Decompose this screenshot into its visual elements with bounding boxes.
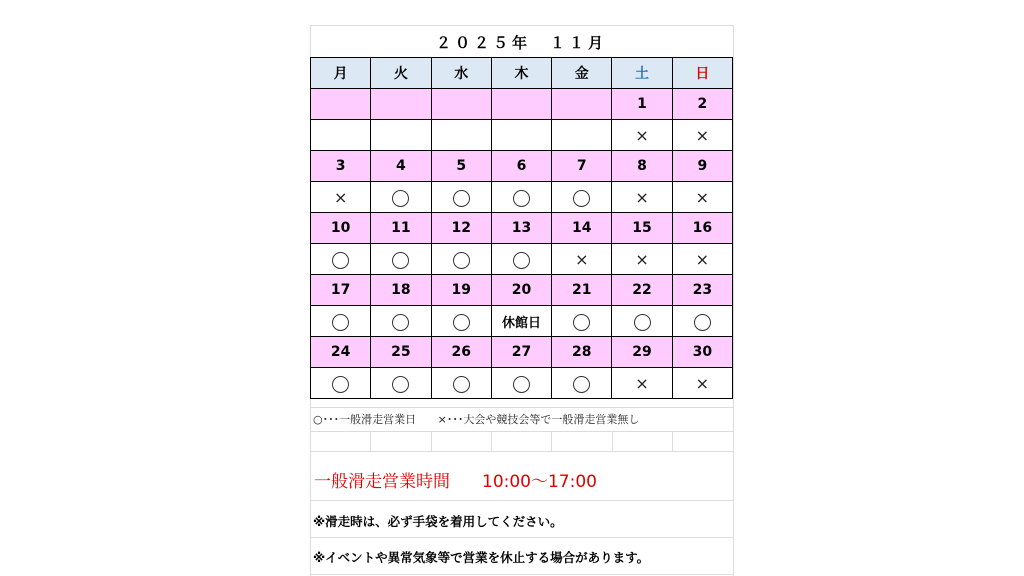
grid-line [612,431,613,451]
weekday-sat: 土 [612,58,672,89]
open-circle-icon [392,190,409,207]
closed-cross-icon: × [695,249,710,269]
open-circle-icon [573,190,590,207]
open-circle-icon [332,376,349,393]
open-mark-cell [491,244,551,275]
date-cell [371,89,431,120]
date-cell: 21 [552,275,612,306]
date-cell: 4 [371,151,431,182]
divider [310,574,733,575]
open-mark-cell [371,368,431,399]
date-cell: 23 [672,275,732,306]
date-cell: 9 [672,151,732,182]
status-row [311,120,733,151]
closed-mark-cell [672,244,732,275]
date-cell: 27 [491,337,551,368]
status-text-cell [491,120,551,151]
open-circle-icon [392,252,409,269]
date-cell: 12 [431,213,491,244]
closed-cross-icon: × [635,249,649,269]
status-text-cell [431,120,491,151]
open-mark-cell [311,368,371,399]
date-cell [552,89,612,120]
date-cell [431,89,491,120]
date-cell: 13 [491,213,551,244]
weekday-fri: 金 [552,58,612,89]
closed-cross-icon: × [695,125,710,145]
date-row [311,89,733,120]
weekday-header-row [311,58,733,89]
closed-cross-icon: × [695,373,710,393]
open-mark-cell [491,368,551,399]
open-mark-cell [311,244,371,275]
status-row [311,182,733,213]
date-cell: 18 [371,275,431,306]
open-mark-cell [612,306,672,337]
date-cell: 19 [431,275,491,306]
date-cell: 11 [371,213,431,244]
weekday-sun: 日 [672,58,732,89]
date-cell: 24 [311,337,371,368]
date-row [311,337,733,368]
date-cell: 8 [612,151,672,182]
open-circle-icon [513,190,530,207]
divider [310,407,733,408]
date-cell: 22 [612,275,672,306]
date-cell: 16 [672,213,732,244]
open-circle-icon [694,314,711,331]
open-mark-cell [491,182,551,213]
open-circle-icon [513,252,530,269]
date-cell: 2 [672,89,732,120]
divider [310,500,733,501]
date-cell: 10 [311,213,371,244]
calendar-table [310,57,733,399]
open-circle-icon [332,252,349,269]
closed-mark-cell [552,244,612,275]
open-circle-icon [392,314,409,331]
note-gloves: ※滑走時は、必ず手袋を着用してください。 [313,514,563,529]
weeks-body [311,89,733,399]
open-mark-cell [552,306,612,337]
date-cell: 26 [431,337,491,368]
open-circle-icon [453,314,470,331]
date-row [311,213,733,244]
divider [310,451,733,452]
open-circle-icon [453,252,470,269]
open-circle-icon [453,190,470,207]
grid-line [491,431,492,451]
open-circle-icon [573,376,590,393]
date-cell: 30 [672,337,732,368]
open-mark-cell [552,182,612,213]
closed-mark-cell [672,182,732,213]
open-mark-cell [431,182,491,213]
date-cell [491,89,551,120]
date-cell: 3 [311,151,371,182]
open-circle-icon [453,376,470,393]
date-cell: 14 [552,213,612,244]
hours-label: 一般滑走営業時間 [314,472,450,492]
closed-cross-icon: × [333,187,348,207]
closed-mark-cell [311,182,371,213]
open-mark-cell [552,368,612,399]
open-mark-cell [311,306,371,337]
date-cell: 6 [491,151,551,182]
closed-cross-icon: × [635,125,649,145]
open-mark-cell [371,306,431,337]
closed-mark-cell [672,120,732,151]
title-row [310,25,733,58]
closed-cross-icon: × [635,373,649,393]
grid-line [431,431,432,451]
date-cell: 25 [371,337,431,368]
calendar-title: ２０２５年 １１月 [435,34,607,52]
closed-mark-cell [612,244,672,275]
closed-cross-icon: × [695,187,710,207]
date-cell: 15 [612,213,672,244]
legend-closed: ×･･･大会や競技会等で一般滑走営業無し [437,413,640,426]
date-cell: 5 [431,151,491,182]
divider [310,431,733,432]
date-row [311,151,733,182]
business-hours [314,467,597,492]
open-mark-cell [371,244,431,275]
closed-mark-cell [612,368,672,399]
hours-time: 10:00～17:00 [482,472,597,492]
status-text-cell: 休館日 [491,306,551,337]
status-text-cell [311,120,371,151]
closed-mark-cell [612,120,672,151]
legend-open: ○･･･一般滑走営業日 [313,413,417,426]
date-cell: 17 [311,275,371,306]
legend [313,411,657,427]
open-mark-cell [672,306,732,337]
date-cell: 29 [612,337,672,368]
date-cell: 1 [612,89,672,120]
open-circle-icon [392,376,409,393]
status-row [311,306,733,337]
divider [310,537,733,538]
open-mark-cell [431,306,491,337]
open-circle-icon [332,314,349,331]
open-circle-icon [513,376,530,393]
open-mark-cell [371,182,431,213]
closed-cross-icon: × [635,187,649,207]
closed-cross-icon: × [575,249,589,269]
open-circle-icon [573,314,590,331]
date-cell: 20 [491,275,551,306]
status-text-cell [371,120,431,151]
date-cell [311,89,371,120]
date-cell: 7 [552,151,612,182]
date-row [311,275,733,306]
grid-line [672,431,673,451]
weekday-wed: 水 [431,58,491,89]
weekday-mon: 月 [311,58,371,89]
open-mark-cell [431,368,491,399]
grid-line [370,431,371,451]
weekday-thu: 木 [491,58,551,89]
closed-mark-cell [612,182,672,213]
status-row [311,368,733,399]
status-row [311,244,733,275]
open-circle-icon [634,314,651,331]
weekday-tue: 火 [371,58,431,89]
open-mark-cell [431,244,491,275]
note-events: ※イベントや異常気象等で営業を休止する場合があります。 [313,550,650,565]
grid-line [551,431,552,451]
closed-mark-cell [672,368,732,399]
status-text-cell [552,120,612,151]
date-cell: 28 [552,337,612,368]
